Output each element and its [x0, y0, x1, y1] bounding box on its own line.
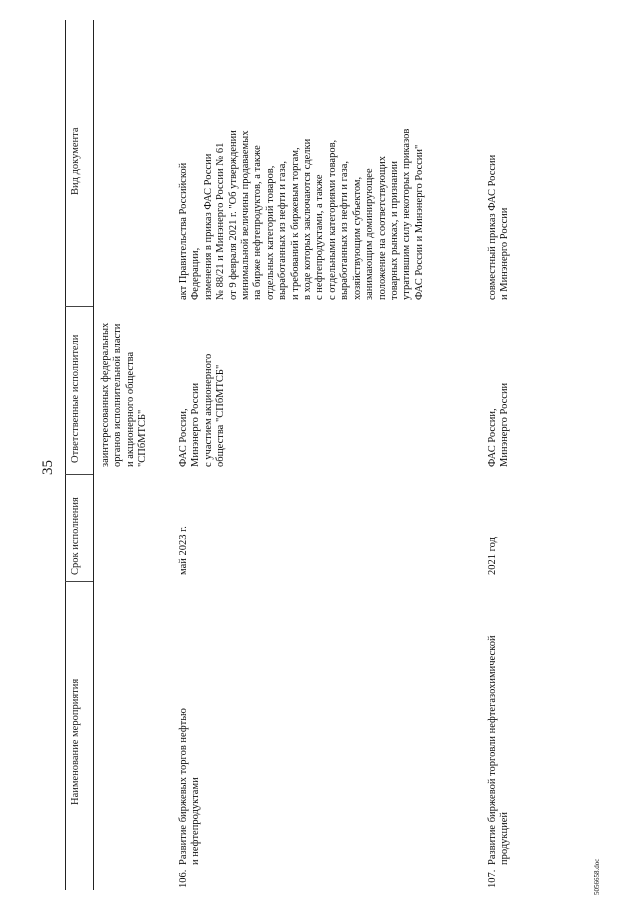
header-deadline: Срок исполнения [70, 497, 81, 575]
text-line: с нефтепродуктами, а также [314, 174, 326, 300]
text-line: с отдельными категориями товаров, [326, 139, 338, 300]
row-107-deadline [487, 537, 499, 575]
row-107-doc-type [487, 155, 512, 300]
text-line: № 88/21 и Минэнерго России № 61 [215, 142, 227, 300]
row-107-name [487, 635, 512, 865]
text-line: заинтересованных федеральных [100, 322, 111, 467]
header-divider-2 [65, 474, 93, 475]
text-line: ФАС России, [178, 408, 189, 467]
text-line: совместный приказ ФАС России [487, 154, 498, 300]
text-line: с участием акционерного [202, 353, 214, 467]
text-line: товарных рынках, и признании [388, 160, 400, 300]
text-line: изменения в приказ ФАС России [202, 153, 214, 300]
header-executors: Ответственные исполнители [70, 334, 81, 463]
text-line: ФАС России и Минэнерго России" [413, 144, 425, 300]
text-line: хозяйствующим субъектом, [351, 176, 363, 300]
text-line: Минэнерго России [499, 382, 511, 467]
text-line: Развитие биржевой торговли нефтегазохимической [487, 635, 498, 865]
row-106-executors [178, 354, 228, 467]
text-line: занимающим доминирующее [364, 168, 376, 300]
header-doc-type: Вид документа [70, 127, 81, 195]
text-line: в ходе которых заключаются сделки [302, 138, 314, 300]
header-divider-3 [65, 306, 93, 307]
text-line: выработанных из нефти и газа, [339, 160, 351, 300]
page-number: 35 [40, 460, 56, 475]
row-106-name [178, 708, 203, 865]
row-107-number: 107. [487, 869, 498, 888]
row-106-deadline [178, 526, 190, 575]
row-107-executors [487, 383, 512, 467]
text-line: акт Правительства Российской [178, 162, 189, 300]
document-reference: 5056658.doc [593, 858, 601, 895]
header-divider-1 [65, 581, 93, 582]
text-line: ФАС России, [487, 408, 498, 467]
carryover-executors [100, 323, 150, 467]
text-line: утратившим силу некоторых приказов [401, 128, 413, 300]
text-line: на бирже нефтепродуктов, а также [252, 145, 264, 300]
text-line: Федерации, [190, 247, 202, 300]
text-line: и нефтепродуктами [190, 777, 202, 865]
text-line: продукцией [499, 811, 511, 865]
text-line: и акционерного общества [124, 351, 136, 467]
text-line: Минэнерго России [190, 382, 202, 467]
row-106-doc-type [178, 129, 426, 300]
header-name: Наименование мероприятия [70, 678, 81, 805]
text-line: отдельных категорий товаров, [264, 165, 276, 300]
text-line: и Минэнерго России [499, 207, 511, 300]
row-106-number: 106. [178, 869, 189, 888]
text-line: 2021 год [487, 537, 498, 575]
table-top-rule [65, 20, 66, 890]
text-line: Развитие биржевых торгов нефтью [178, 708, 189, 865]
text-line: выработанных из нефти и газа, [277, 160, 289, 300]
text-line: общества "СПбМТСБ" [215, 364, 227, 467]
text-line: от 9 февраля 2021 г. "Об утверждении [227, 130, 239, 300]
text-line: минимальной величины продаваемых [240, 130, 252, 300]
text-line: органов исполнительной власти [112, 323, 124, 467]
text-line: положение на соответствующих [376, 156, 388, 300]
text-line: "СПбМТСБ" [137, 409, 149, 467]
text-line: и требований к биржевым торгам, [289, 147, 301, 300]
header-bottom-rule [93, 20, 94, 890]
text-line: май 2023 г. [178, 526, 189, 575]
